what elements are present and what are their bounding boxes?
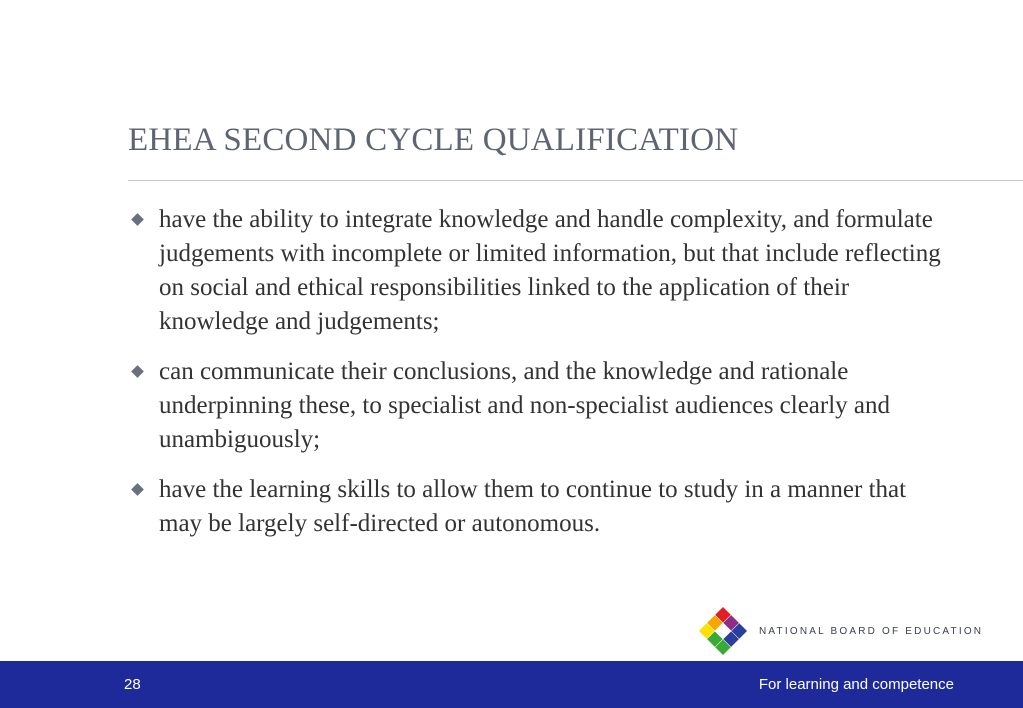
logo-diamond-icon [697, 605, 749, 657]
footer-tagline: For learning and competence [758, 676, 954, 693]
bullet-list [130, 203, 950, 557]
diamond-bullet-icon [131, 213, 144, 226]
organization-logo [697, 605, 983, 657]
bullet-text: have the learning skills to allow them to continue to study in a manner that may be largely self-directed or autonomous. [159, 476, 907, 537]
logo-text: NATIONAL BOARD OF EDUCATION [759, 625, 984, 637]
title-divider [128, 180, 1023, 181]
bullet-item [130, 473, 950, 541]
diamond-bullet-icon [131, 483, 144, 496]
slide-title: EHEA SECOND CYCLE QUALIFICATION [128, 122, 739, 158]
page-number: 28 [124, 676, 141, 693]
bullet-item [130, 203, 950, 339]
bullet-text: can communicate their conclusions, and the knowledge and rationale underpinning these, to specialist and non-specialist audiences clearly and unambiguously; [159, 358, 891, 453]
footer-bar [0, 661, 1023, 708]
bullet-item [130, 355, 950, 457]
bullet-text: have the ability to integrate knowledge and handle complexity, and formulate judgements with incomplete or limited information, but that include reflecting on social and ethical responsibilities linked to the application of their knowledge and judgements; [159, 206, 941, 335]
diamond-bullet-icon [131, 365, 144, 378]
